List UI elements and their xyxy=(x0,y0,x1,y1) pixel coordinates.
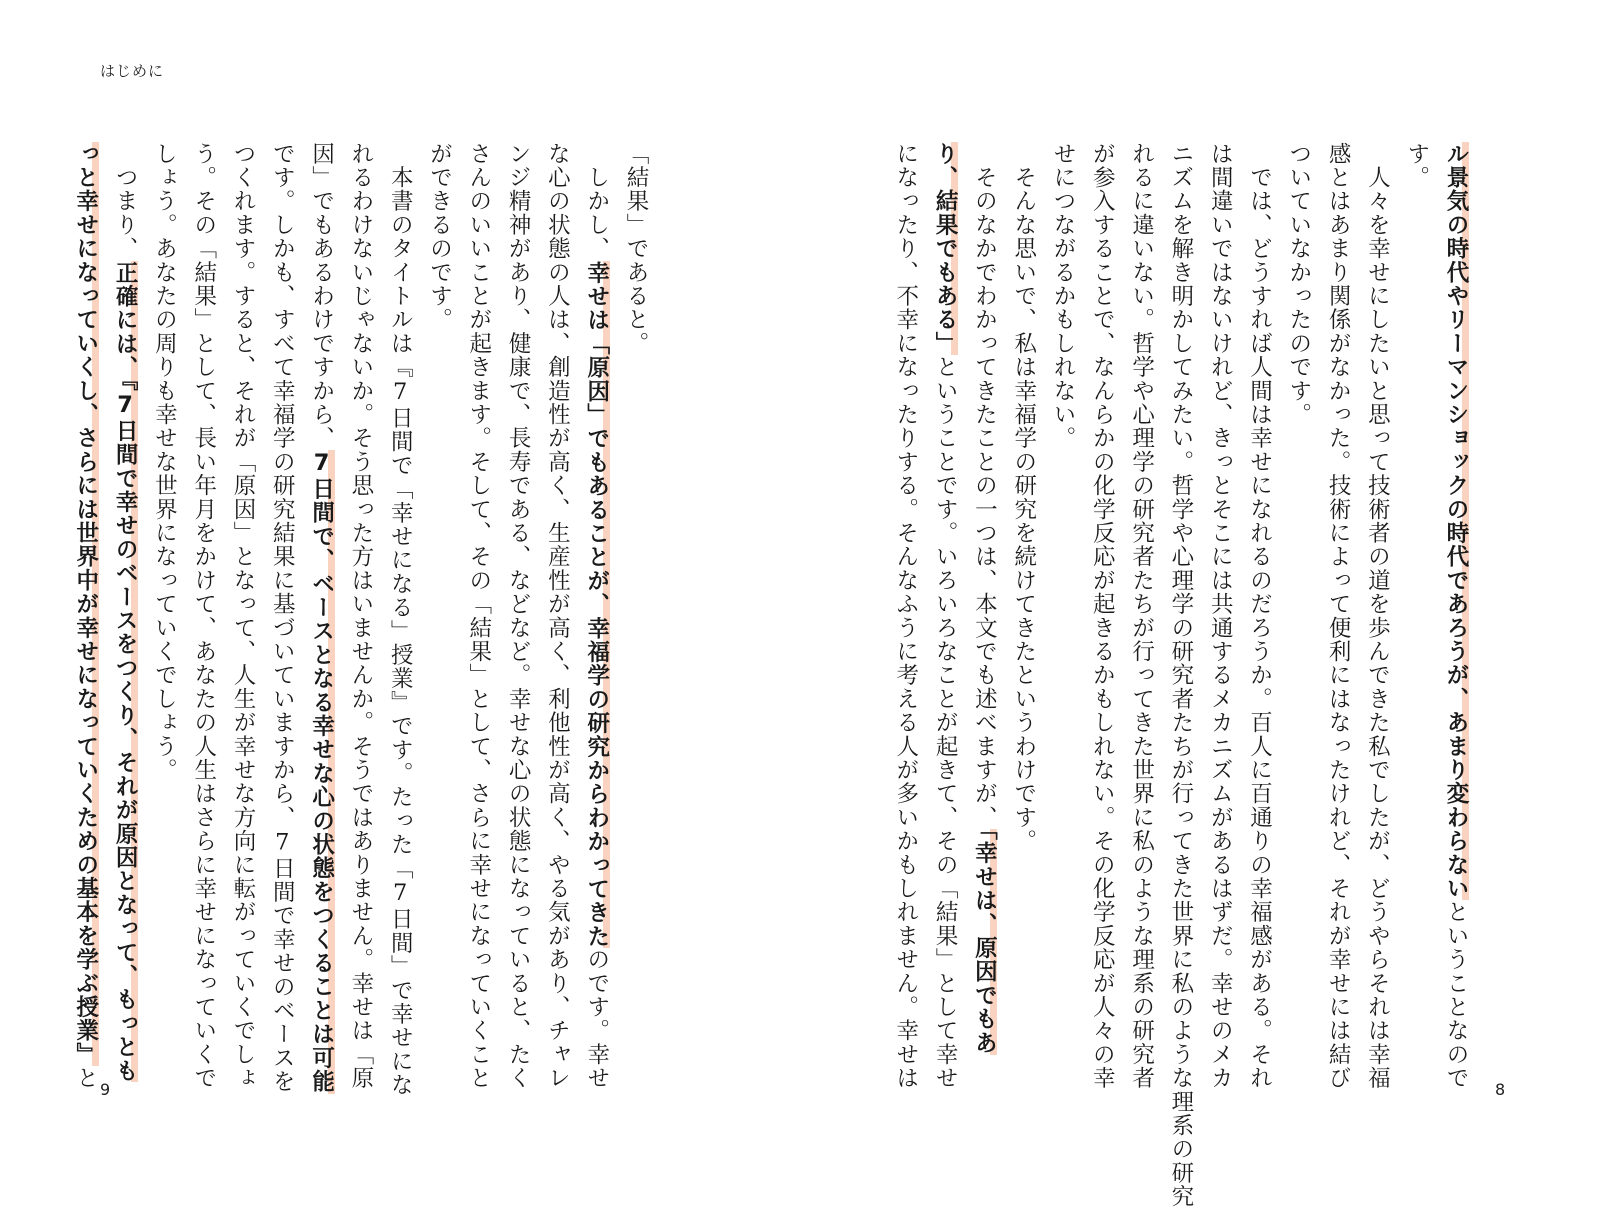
text-segment: しょう。あなたの周りも幸せな世界になっていくでしょう。 xyxy=(151,142,178,782)
text-segment: と xyxy=(72,1066,99,1091)
text-segment: そのなかでわかってきたことの一つは、本文でも述べますが、 xyxy=(971,142,998,830)
text-column xyxy=(188,142,220,1090)
text-column xyxy=(620,142,652,1032)
text-column xyxy=(502,142,534,1090)
text-column xyxy=(1361,142,1393,1090)
text-column xyxy=(463,142,495,1090)
text-column xyxy=(306,142,338,1094)
text-segment: 感とはあまり関係がなかった。技術によって便利にはなったけれど、それが幸せには結び xyxy=(1325,142,1352,1090)
text-column xyxy=(109,142,141,1083)
text-segment: ということなので xyxy=(1443,900,1469,1091)
text-segment: のです。幸せ xyxy=(583,947,610,1091)
text-column xyxy=(1283,142,1315,1032)
page-number-left: 9 xyxy=(100,1080,111,1099)
text-segment: ンジ精神があり、健康で、長寿である、などなど。幸せな心の状態になっていると、たく xyxy=(505,142,532,1090)
text-column xyxy=(1440,142,1472,1091)
text-segment: つくれます。すると、それが「原因」となって、人生が幸せな方向に転がっていくでしょ xyxy=(230,142,256,1090)
highlighted-text: 正確には、『7日間で幸せのベースをつくり、それが原因となって、もっとも xyxy=(112,260,139,1083)
text-segment: 人々を幸せにしたいと思って技術者の道を歩んできた私でしたが、どうやらそれは幸福 xyxy=(1364,142,1391,1090)
text-segment: ついていなかったのです。 xyxy=(1285,142,1312,427)
text-column xyxy=(968,142,1000,1056)
text-column xyxy=(148,142,180,1032)
text-segment: す。 xyxy=(1403,142,1430,190)
text-segment: れるに違いない。哲学や心理学の研究者たちが行ってきた世界に私のような理系の研究者 xyxy=(1128,142,1155,1090)
text-column xyxy=(890,142,922,1090)
text-column xyxy=(227,142,259,1090)
highlighted-text: 「幸せは、原因でもあ xyxy=(971,829,998,1056)
text-segment: さんのいいことが起きます。そして、その「結果」として、さらに幸せになっていくこと xyxy=(465,142,492,1090)
text-segment: 因」でもあるわけですから、 xyxy=(308,142,335,451)
text-column xyxy=(1244,142,1276,1090)
text-column xyxy=(1165,142,1197,1209)
text-column xyxy=(1047,142,1079,1032)
highlighted-text: ル景気の時代やリーマンショックの時代であろうが、あまり変わらない xyxy=(1443,142,1469,901)
text-column xyxy=(1204,142,1236,1090)
text-segment: 「結果」であると。 xyxy=(623,142,649,356)
text-segment: ニズムを解き明かしてみたい。哲学や心理学の研究者たちが行ってきた世界に私のような理系の研究 xyxy=(1167,142,1194,1209)
text-segment: 本書のタイトルは『7日間で「幸せになる」授業』です。たった「7日間」で幸せにな xyxy=(387,142,414,1097)
text-segment: は間違いではないけれど、きっとそこには共通するメカニズムがあるはずだ。幸せのメカ xyxy=(1207,142,1234,1090)
text-segment: ということです。いろいろなことが起きて、その「結果」として幸せ xyxy=(932,355,959,1091)
text-segment: せにつながるかもしれない。 xyxy=(1050,142,1076,451)
text-segment: では、どうすれば人間は幸せになれるのだろうか。百人に百通りの幸福感がある。それ xyxy=(1246,142,1273,1090)
text-segment: う。その「結果」として、長い年月をかけて、あなたの人生はさらに幸せになっていくで xyxy=(190,142,217,1090)
text-column xyxy=(424,142,456,1032)
text-segment: が参入することで、なんらかの化学反応が起きるかもしれない。その化学反応が人々の幸 xyxy=(1089,142,1116,1090)
text-segment: れるわけないじゃないか。そう思った方はいませんか。そうではありません。幸せは「原 xyxy=(347,142,374,1090)
highlighted-text: っと幸せになっていくし、さらには世界中が幸せになっていくための基本を学ぶ授業』 xyxy=(72,142,99,1067)
text-segment: そんな思いで、私は幸福学の研究を続けてきたというわけです。 xyxy=(1010,142,1037,853)
page-number-right: 8 xyxy=(1495,1080,1506,1099)
text-segment: しかし、 xyxy=(583,142,610,261)
highlighted-text: り、結果でもある」 xyxy=(932,142,959,356)
text-column xyxy=(1126,142,1158,1090)
text-segment: な心の状態の人は、創造性が高く、生産性が高く、利他性が高く、やる気があり、チャレ xyxy=(544,142,571,1090)
highlighted-text: 7日間で、ベースとなる幸せな心の状態をつくることは可能 xyxy=(308,450,335,1094)
text-column xyxy=(1086,142,1118,1090)
chapter-header: はじめに xyxy=(100,62,165,80)
text-column xyxy=(1008,142,1040,1032)
text-column xyxy=(345,142,377,1090)
text-segment: ができるのです。 xyxy=(426,142,453,332)
text-column xyxy=(541,142,573,1090)
text-column xyxy=(581,142,613,1091)
text-column xyxy=(1401,142,1433,1032)
text-segment: つまり、 xyxy=(112,142,139,261)
text-column xyxy=(929,142,961,1091)
text-segment: になったり、不幸になったりする。そんなふうに考える人が多いかもしれません。幸せは xyxy=(892,142,919,1090)
text-segment: です。しかも、すべて幸福学の研究結果に基づいていますから、7日間で幸せのベースを xyxy=(269,142,296,1094)
text-column xyxy=(70,142,102,1091)
text-column xyxy=(266,142,298,1094)
text-column xyxy=(384,142,416,1097)
text-column xyxy=(1322,142,1354,1090)
highlighted-text: 幸せは「原因」でもあることが、幸福学の研究からわかってきた xyxy=(583,260,610,948)
